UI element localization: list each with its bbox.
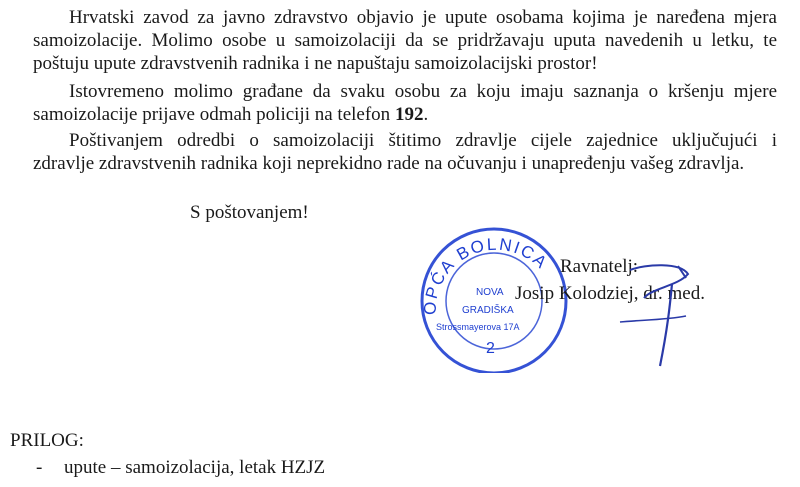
police-phone-number: 192 [394,104,424,125]
paragraph-health-protection [33,129,777,175]
paragraph-line: Poštivanjem odredbi o samoizolaciji štitimo zdravlje cijele zajednice uključujući i [69,130,777,151]
paragraph-line: zdravlje zdravstvenih radnika koji neprekidno rade na očuvanju i unapređenju vašeg zdravlja. [33,153,745,174]
paragraph-line: Istovremeno molimo građane da svaku osobu za koju imaju saznanja o kršenju mjere [69,81,777,102]
paragraph-instructions [33,6,777,75]
stamp-line-2: GRADIŠKA [462,305,514,316]
signatory-name: Josip Kolodziej, dr. med. [515,283,705,304]
stamp-line-1: NOVA [476,287,504,298]
attachments-heading: PRILOG: [10,430,84,451]
paragraph-line: Hrvatski zavod za javno zdravstvo objavio je upute osobama kojima je naređena mjera [69,7,777,28]
paragraph-line: samoizolacije. Molimo osobe u samoizolaciji da se pridržavaju uputa navedenih u letku, te [33,30,777,51]
paragraph-line [33,103,777,126]
attachment-item [36,457,325,479]
signatory-title: Ravnatelj: [560,256,639,277]
attachment-text: upute – samoizolacija, letak HZJZ [64,457,326,478]
paragraph-text: samoizolacije prijave odmah policiji na telefon [33,104,395,125]
handwritten-signature [560,262,710,372]
stamp-line-3: Strossmayerova 17A [436,322,520,332]
stamp-ring-text: OPĆA BOLNICA [420,234,552,316]
stamp-number: 2 [486,340,495,357]
paragraph-line: poštuju upute zdravstvenih radnika i ne napuštaju samoizolacijski prostor! [33,53,598,74]
greeting: S poštovanjem! [190,202,309,223]
paragraph-police-report [33,80,777,126]
paragraph-end: . [423,104,429,125]
attachment-bullet: - [36,457,43,478]
